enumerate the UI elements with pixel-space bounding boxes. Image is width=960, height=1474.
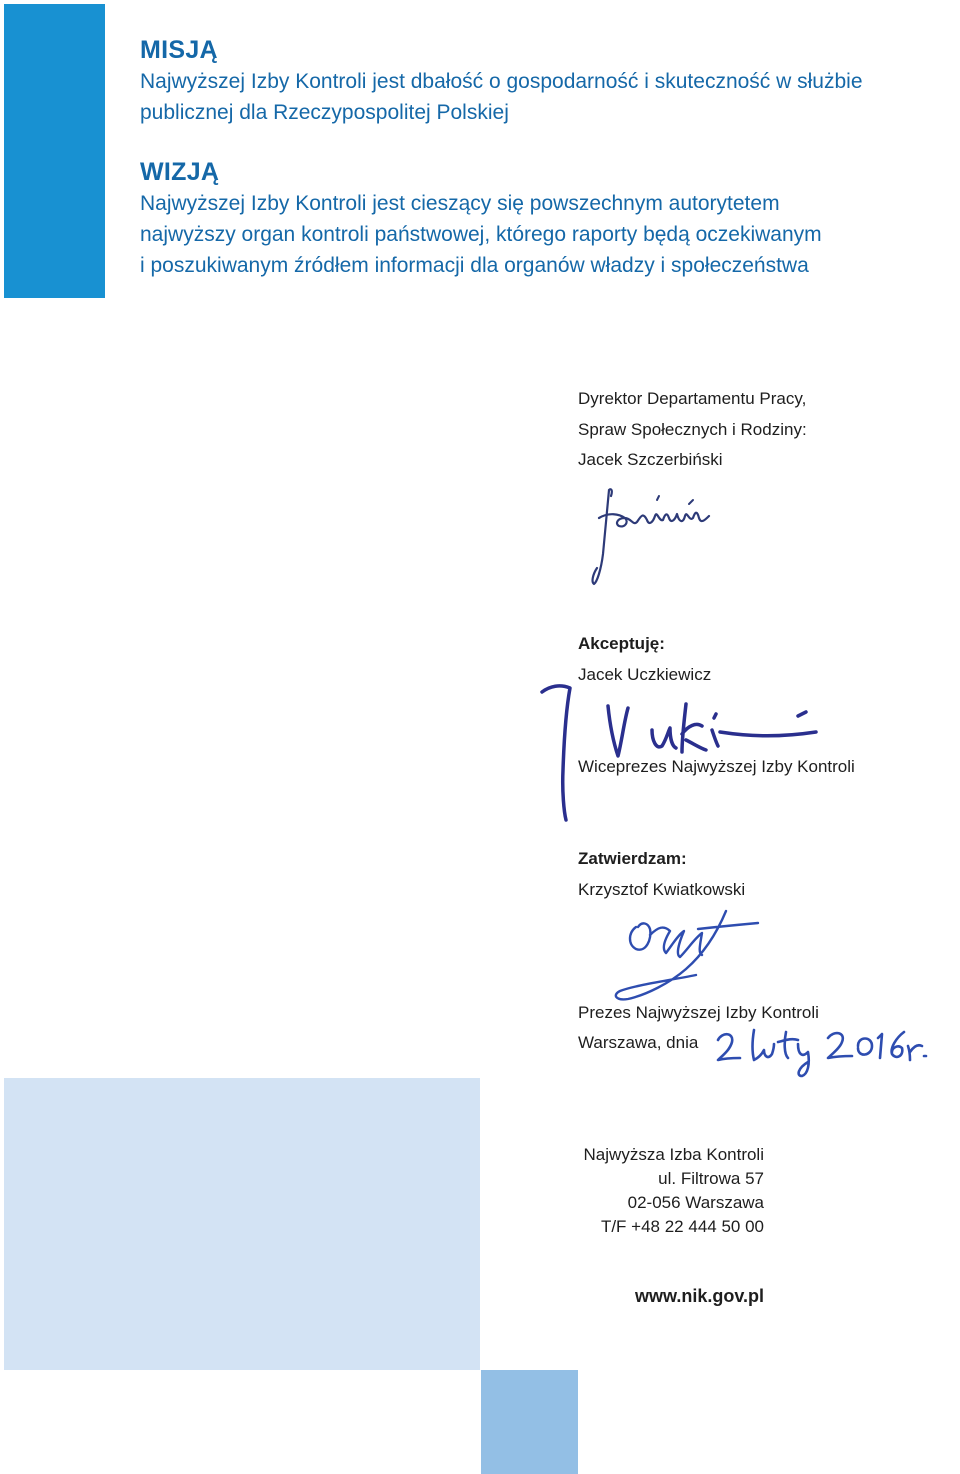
approve-label: Zatwierdzam: [578,849,687,868]
signature-director-image [585,482,725,590]
signature-vice-president-image [536,680,822,826]
footer-accent-block [481,1370,578,1474]
footer-phone: T/F +48 22 444 50 00 [600,1217,764,1236]
vision-line-1: Najwyższej Izby Kontroli jest cieszący się powszechnym autorytetem [140,192,780,215]
footer-website-link[interactable]: www.nik.gov.pl [634,1286,764,1306]
director-name: Jacek Szczerbiński [578,450,723,469]
footer-contact-panel [4,1078,480,1370]
blue-accent-bar [4,4,105,298]
accept-title: Wiceprezes Najwyższej Izby Kontroli [578,757,855,776]
signature-president-image [606,905,764,1005]
footer-city: 02-056 Warszawa [627,1193,764,1212]
director-title-line-1: Dyrektor Departamentu Pracy, [578,389,807,408]
footer-org-name: Najwyższa Izba Kontroli [583,1145,764,1164]
mission-line-1: Najwyższej Izby Kontroli jest dbałość o gospodarność i skuteczność w służbie [140,70,863,93]
place-date-label: Warszawa, dnia [578,1033,699,1052]
vision-line-2: najwyższy organ kontroli państwowej, którego raporty będą oczekiwanym [140,223,822,246]
footer-street: ul. Filtrowa 57 [658,1169,764,1188]
vision-heading: WIZJĄ [140,158,220,186]
director-title-line-2: Spraw Społecznych i Rodziny: [578,420,807,439]
accept-name: Jacek Uczkiewicz [578,665,712,684]
vision-statement [140,156,950,281]
vision-line-3: i poszukiwanym źródłem informacji dla organów władzy i społeczeństwa [140,254,809,277]
approve-title: Prezes Najwyższej Izby Kontroli [578,1003,819,1022]
mission-line-2: publicznej dla Rzeczypospolitej Polskiej [140,101,509,124]
approve-name: Krzysztof Kwiatkowski [578,880,746,899]
mission-statement [140,34,940,128]
handwritten-date-image [712,1022,928,1080]
accept-label: Akceptuję: [578,634,665,653]
mission-heading: MISJĄ [140,36,218,64]
